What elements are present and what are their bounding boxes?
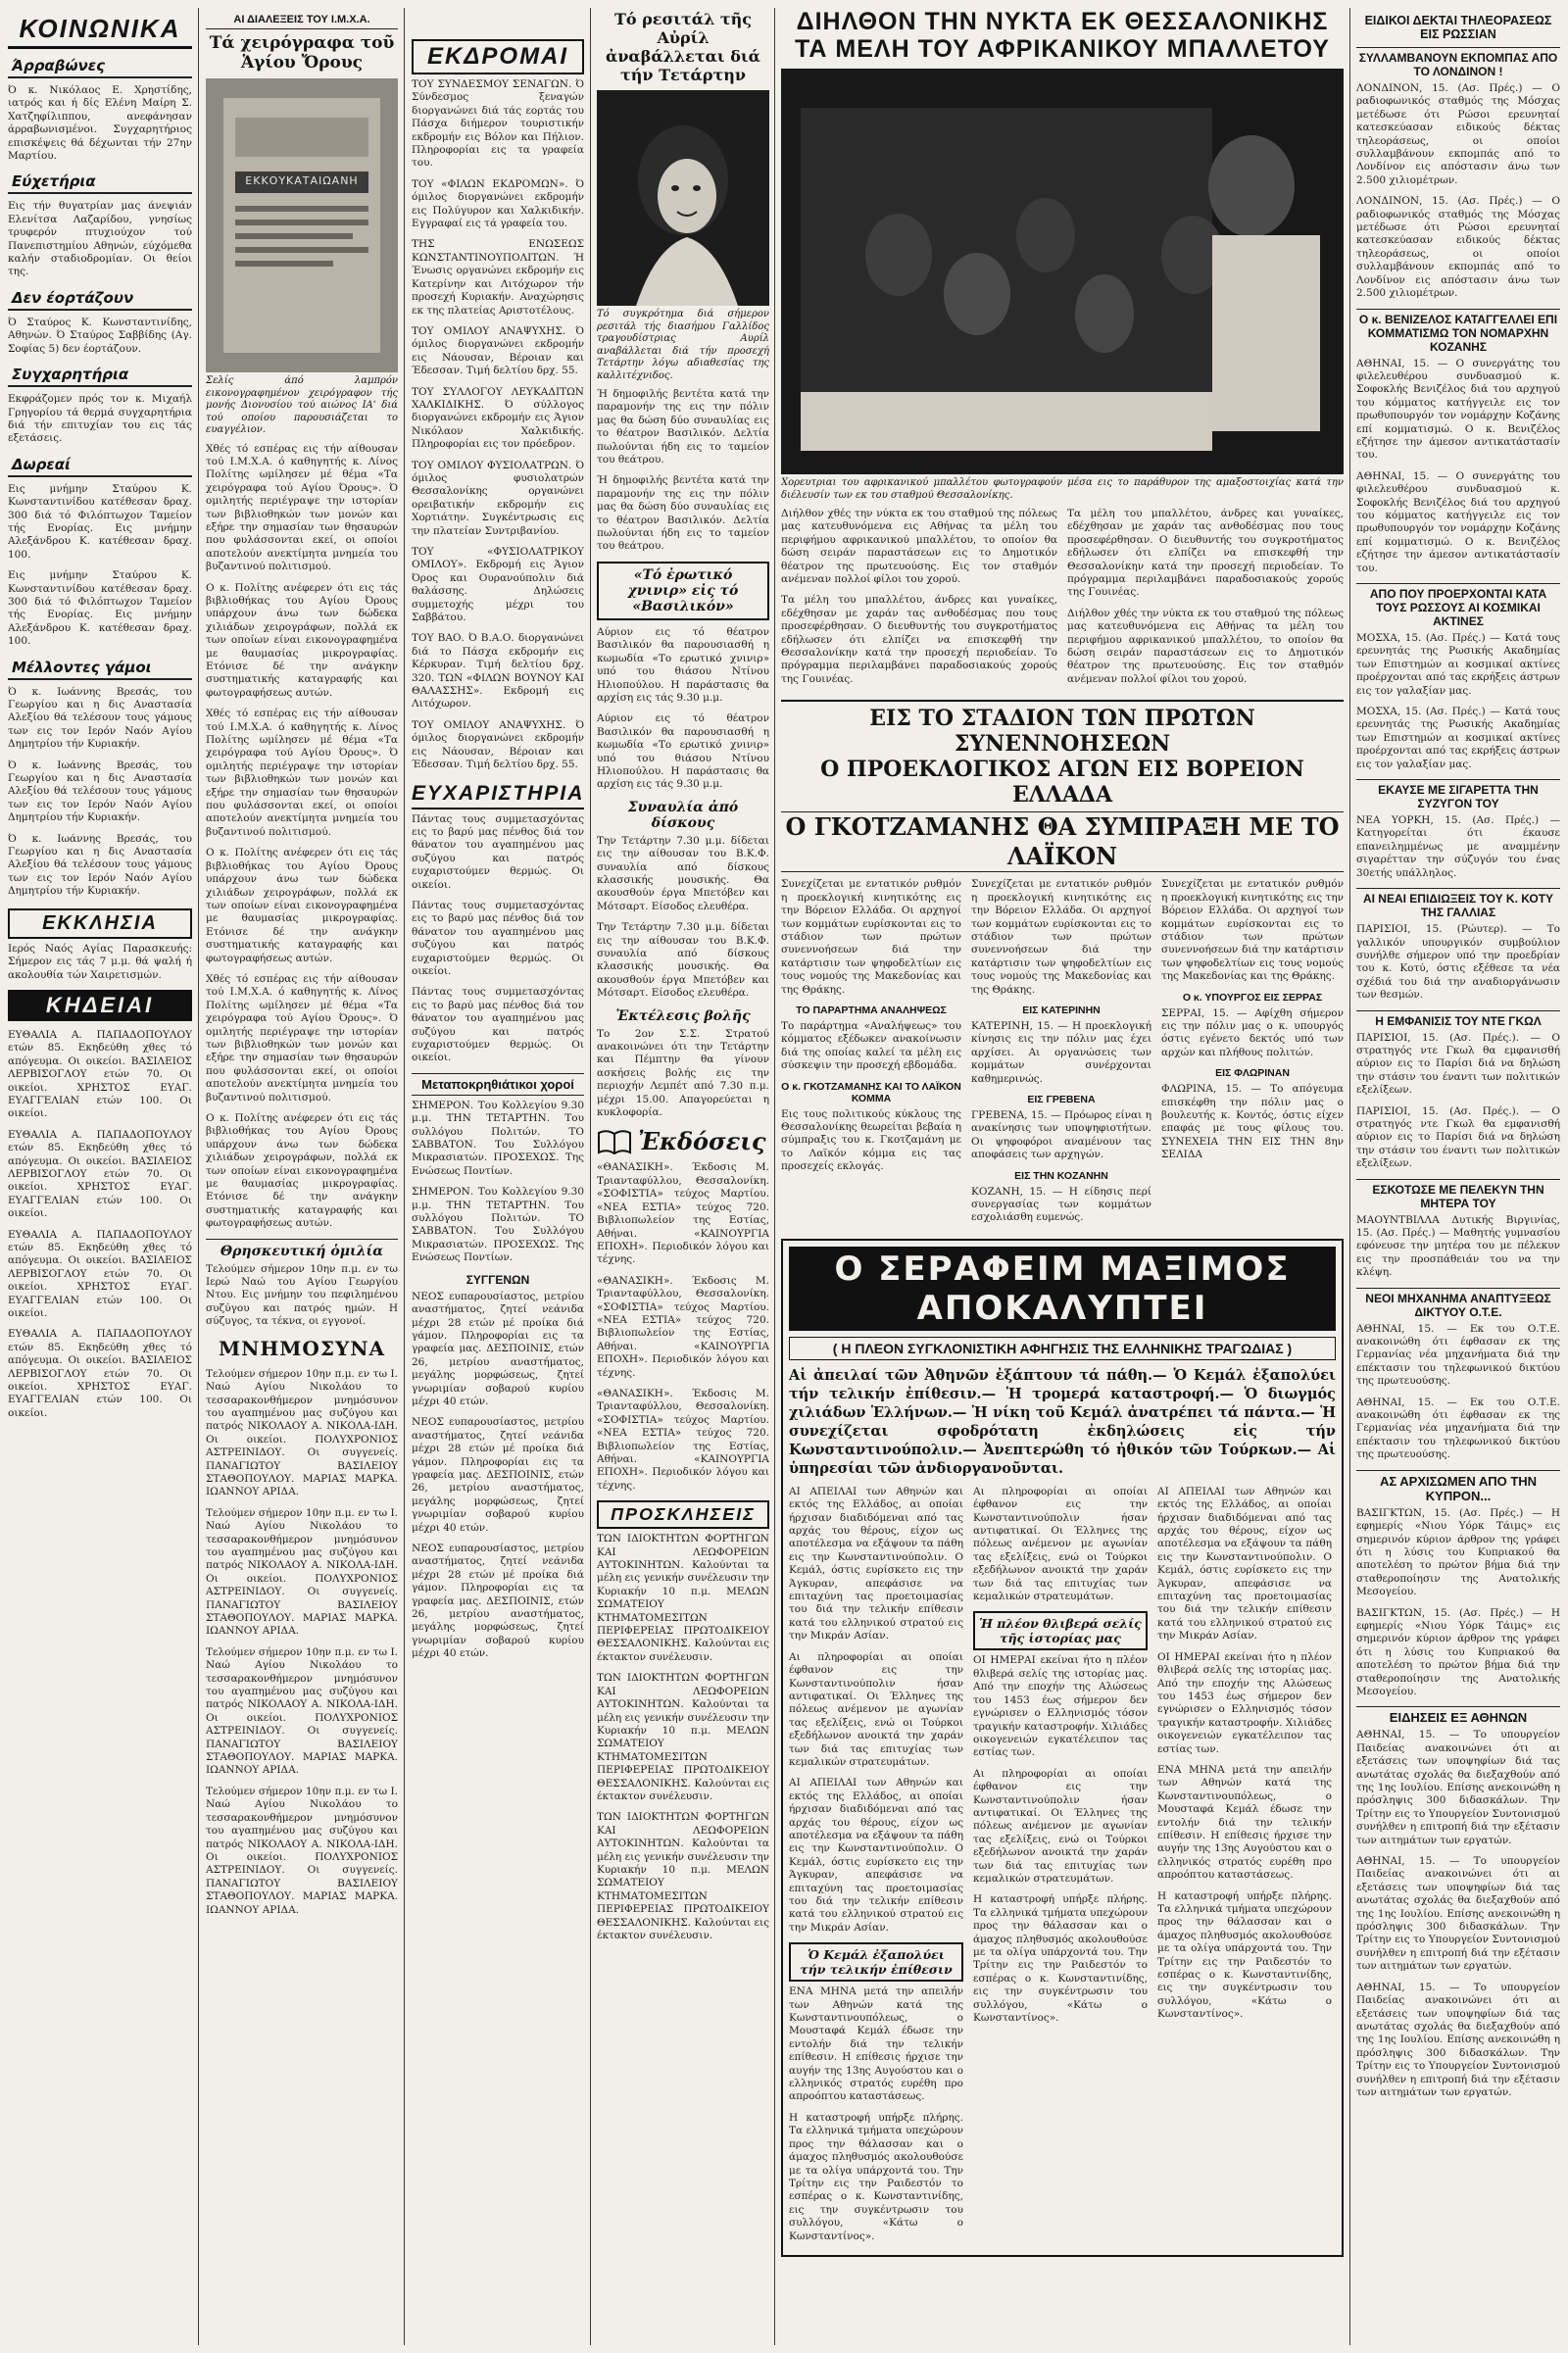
relations-heading: ΣΥΓΓΕΝΩΝ [466,1272,530,1287]
gotz-heading: Ο κ. ΓΚΟΤΖΑΜΑΝΗΣ ΚΑΙ ΤΟ ΛΑΪΚΟΝ ΚΟΜΜΑ [781,1080,961,1104]
section-upcoming-weddings: Μέλλοντες γάμοι [8,657,192,680]
cosmic-text: ΜΟΣΧΑ, 15. (Ασ. Πρές.) — Κατά τους ερευνητάς της Ρωσικής Ακαδημίας των Επιστημών αι κοσμικαί ακτίνες προέρχονται από τας εκρήξεις άστρων εις τον γαλαξίαν μας. [1356,632,1560,697]
ballet-body-right [1067,508,1344,694]
axe-text: ΜΑΟΥΝΤΒΙΛΛΑ Δυτικής Βιργινίας, 15. (Ασ. Πρές.) — Μαθητής γυμνασίου εφόνευσε την μητέρα του με πέλεκυν εις την προσπάθειάν του να την κλέψη. [1356,1213,1560,1279]
seraphim-text-7: ΕΝΑ ΜΗΝΑ μετά την απειλήν των Αθηνών κατά της Κωνσταντινουπόλεως, ο Μουσταφά Κεμάλ έδωσε την εντολήν διά την τελικήν επίθεσιν. Η επίθεσις ήρχισε την αυγήν της 13ης Αυγούστου και ο ελληνικός στρατός ευρέθη προ απροόπτου καταστάσεως. [1157,1763,1332,1882]
florina-text: ΦΛΩΡΙΝΑ, 15. — Το απόγευμα επισκέφθη την πόλιν μας ο βουλευτής κ. Κοντός, όστις είχεν επαφάς με τους φίλους του. ΣΥΝΕΧΕΙΑ ΤΗΝ ΕΙΣ ΤΗΝ 8ην ΣΕΛΙΔΑ [1161,1083,1344,1161]
column-excursions [412,8,584,2345]
kemal-heading: Ὁ Κεμάλ ἐξαπολύει τήν τελικήν ἐπίθεσιν [789,1942,963,1982]
seraphim-text-4: Αι πληροφορίαι αι οποίαι έφθανον εις την Κωνσταντινούπολιν ήσαν αντιφατικαί. Οι Έλληνες της πόλεως ανέμενον με αγωνίαν τας εξελίξεις, ενώ οι Τούρκοι εξεδήλωνον ανοικτά την χαράν των διά τας επιτυχίας των κεμαλικών στρατευμάτων. [973,1485,1148,1603]
seraphim-col-2 [973,1486,1148,2251]
donations-text: Εις μνήμην Σταύρου Κ. Κωνσταντινίδου κατέθεσαν δραχ. 300 διά τό Φιλόπτωχον Ταμείον τής Ενορίας. Εις μνήμην Αλεξάνδρου Κ. κατέθεσαν δραχ. 100. [8,482,192,561]
section-engagements: Άρραβώνες [8,55,192,78]
church-text: Ιερός Ναός Αγίας Παρασκευής: Σήμερον εις τάς 7 μ.μ. θά ψαλή ή ακολουθία τών Χαιρετισμών. [8,942,192,981]
column-social [8,8,192,2345]
column-wire-news [1356,8,1560,2345]
tv-text: ΛΟΝΔΙΝΟΝ, 15. (Ασ. Πρές.) — Ο ραδιοφωνικός σταθμός της Μόσχας μετέδωσε ότι Ρώσοι ερευνηταί κατεσκεύασαν ειδικούς δέκτας τηλεοράσεως, οι οποίοι συλλαμβάνουν εκπομπάς από το Λονδίνον εις απόστασιν άνω των 2.500 χιλιομέτρων. [1356,82,1560,186]
serres-text: ΣΕΡΡΑΙ, 15. — Αφίχθη σήμερον εις την πόλιν μας ο κ. υπουργός όστις εγένετο δεκτός υπό των αρχών και πλήθους πολιτών. [1161,1006,1344,1058]
weddings-text-3: Ό κ. Ιωάννης Βρεσάς, του Γεωργίου και η δις Αναστασία Αλεξίου θά τελέσουν τους γάμους των εις τον Ιερόν Ναόν Αγίου Δημητρίου τήν Κυριακήν. [8,832,192,898]
seraphim-text-3: ΑΙ ΑΠΕΙΛΑΙ των Αθηνών και εκτός της Ελλάδος, αι οποίαι ήρχισαν διαδιδόμεναι από τας αρχάς του θέρους, είχον ως αποτέλεσμα να εξάψουν τα πάθη εις την Κωνσταντινούπολιν. Ο Κεμάλ, όστις ευρίσκετο εις την Άγκυραν, απεφάσισε να επιταχύνη τας προετοιμασίας του διά την τελικήν επίθεσιν κατά του ελληνικού στρατού εις την Μικράν Ασίαν. [789,1777,963,1934]
column-lectures [206,8,398,2345]
cyprus-text: ΒΑΣΙΓΚΤΩΝ, 15. (Ασ. Πρές.) — Η εφημερίς «Νιου Υόρκ Τάιμς» εις σημερινόν κύριον άρθρον της γράφει ότι η λύσις του Κυπριακού θα αποτελέση το πρώτον βήμα διά την σταθεροποίησιν της Ανατολικής Μεσογείου. [1356,1506,1560,1598]
seraphim-col-1 [789,1486,963,2251]
invitations-header: ΠΡΟΣΚΛΗΣΕΙΣ [597,1500,769,1529]
lecture-text-5: Χθές τό εσπέρας εις τήν αίθουσαν τού Ι.Μ.Χ.Α. ό καθηγητής κ. Λίνος Πολίτης ωμίλησεν μέ θέμα «Τα χειρόγραφα τού Αγίου Όρους». Ό ομιλητής περιέγραψε την ιστορίαν των βιβλιοθηκών των μονών και εξήρε την σημασίαν των θησαυρών που φυλάσσονται εκεί, οι οποίοι αποτελούν ανεκτίμητα μνημεία του βυζαντινού πολιτισμού. [206,972,398,1103]
sad-page-text-2: Αι πληροφορίαι αι οποίαι έφθανον εις την Κωνσταντινούπολιν ήσαν αντιφατικαί. Οι Έλληνες της πόλεως ανέμενον με αγωνίαν τας εξελίξεις, ενώ οι Τούρκοι εξεδήλωνον ανοικτά την χαράν των διά τας επιτυχίας των κεμαλικών στρατευμάτων. [973,1767,1148,1885]
kemal-text-2: Η καταστροφή υπήρξε πλήρης. Τα ελληνικά τμήματα υπεχώρουν προς την θάλασσαν και ο άμαχος πληθυσμός ακολουθούσε με τα ολίγα υπάρχοντά του. Την Τρίτην εις την Ραιδεστόν το εσπέρας ο κ. Κωνσταντινίδης, εις την συγκέντρωσιν του συλλόγου, «Κάτω ο Κωνσταντίνος». [789,2111,963,2242]
lecture-text: Χθές τό εσπέρας εις τήν αίθουσαν τού Ι.Μ.Χ.Α. ό καθηγητής κ. Λίνος Πολίτης ωμίλησεν μέ θέμα «Τα χειρόγραφα τού Αγίου Όρους». Ό ομιλητής περιέγραψε την ιστορίαν των βιβλιοθηκών των μονών και εξήρε την σημασίαν των θησαυρών που φυλάσσονται εκεί, οι οποίοι αποτελούν ανεκτίμητα μνημεία του βυζαντινού πολιτισμού. [206,442,398,573]
column-rule [1349,8,1350,2345]
excursion-text-7: ΤΟΥ «ΦΥΣΙΟΛΑΤΡΙΚΟΥ ΟΜΙΛΟΥ». Εκδρομή εις Άγιον Όρος και Ουρανούπολιν διά θαλάσσης. Δηλώσεις συμμετοχής μέχρι του Σαββάτου. [412,546,584,624]
train-window-icon [781,69,1344,474]
erotic-play-text: Αύριον εις τό θέατρον Βασιλικόν θα παρουσιασθή η κωμωδία «Το ερωτικό χνινιρ» υπό του θιάσου Ντίνου Ηλιοπούλου. Η παράστασις θα αρχίση εις τάς 9.30 μ.μ. [597,625,769,704]
singer-portrait-icon [597,90,769,306]
column-rule [404,8,405,2345]
seraphim-text-6: ΟΙ ΗΜΕΡΑΙ εκείναι ήτο η πλέον θλιβερά σελίς της ιστορίας μας. Από την εποχήν της Αλώσεως του 1453 έως σήμερον δεν εγνώρισεν ο Ελληνισμός τόσον τραγικήν καταστροφήν. Χιλιάδες οικογενειών εγκατέλειπον τας εστίας των. [1157,1650,1332,1755]
section-donations: Δωρεαί [8,454,192,477]
degaulle-headline: Η ΕΜΦΑΝΙΣΙΣ ΤΟΥ ΝΤΕ ΓΚΩΛ [1356,1010,1560,1028]
recital-title: Τό ρεσιτάλ τῆς Αὐρίλ ἀναβάλλεται διά τήν Τετάρτην [606,10,760,84]
election-text: Συνεχίζεται με εντατικόν ρυθμόν η προεκλογική κινητικότης εις την Βόρειον Ελλάδα. Οι αρχηγοί των κομμάτων ευρίσκονται εις το στάδιον των πρώτων συνεννοήσεων διά την κατάρτισιν των ψηφοδελτίων εις τους νομούς της Μακεδονίας και της Θράκης. [781,878,961,996]
ballet-headline-1: ΔΙΗΛΘΟΝ ΤΗΝ ΝΥΚΤΑ ΕΚ ΘΕΣΣΑΛΟΝΙΚΗΣ [796,8,1329,35]
funerals-header: ΚΗΔΕΙΑΙ [8,990,192,1021]
excursion-text-4: ΤΟΥ ΟΜΙΛΟΥ ΑΝΑΨΥΧΗΣ. Ό όμιλος διοργανώνει εκδρομήν εις Νάουσαν, Βέροιαν και Έδεσσαν. Τιμή δελτίου δρχ. 55. [412,324,584,377]
cyprus-text-2: ΒΑΣΙΓΚΤΩΝ, 15. (Ασ. Πρές.) — Η εφημερίς «Νιου Υόρκ Τάιμς» εις σημερινόν κύριον άρθρον της γράφει ότι η λύσις του Κυπριακού θα αποτελέση το πρώτον βήμα διά την σταθεροποίησιν της Ανατολικής Μεσογείου. [1356,1606,1560,1697]
excursion-text-9: ΤΟΥ ΟΜΙΛΟΥ ΑΝΑΨΥΧΗΣ. Ό όμιλος διοργανώνει εκδρομήν εις Νάουσαν, Βέροιαν και Έδεσσαν. Τιμή δελτίου δρχ. 55. [412,718,584,771]
lecture-text-2: Ο κ. Πολίτης ανέφερεν ότι εις τάς βιβλιοθήκας του Αγίου Όρους υπάρχουν άνω των δώδεκα χιλιάδων χειρογράφων, πολλά εκ των οποίων είναι εικονογραφημένα με θαυμασίας μικρογραφίας. Ετόνισε δέ την ανάγκην συστηματικής καταγραφής και φωτογραφήσεως αυτών. [206,581,398,699]
venizelos-text-2: ΑΘΗΝΑΙ, 15. — Ο συνεργάτης του φιλελευθέρου συνδυασμού κ. Σοφοκλής Βενιζέλος διά του αρχηγού του κόμματος κατήγγειλε εις τον πρωθυπουργόν τον νομάρχην Κοζάνης επί κομματισμώ. Ο κ. Βενιζέλος εζήτησε την άμεσον αντικατάστασίν του. [1356,469,1560,574]
dances-text: ΣΗΜΕΡΟΝ. Του Κολλεγίου 9.30 μ.μ. ΤΗΝ ΤΕΤΑΡΤΗΝ. Του συλλόγου Πολιτών. ΤΟ ΣΑΒΒΑΤΟΝ. Του Συλλόγου Μικρασιατών. ΠΡΟΣΕΧΩΣ. Της Ενώσεως Ποντίων. [412,1099,584,1177]
florina-heading: ΕΙΣ ΦΛΩΡΙΝΑΝ [1215,1067,1290,1080]
ote-text: ΑΘΗΝΑΙ, 15. — Εκ του Ο.Τ.Ε. ανακοινώθη ότι έφθασαν εκ της Γερμανίας νέα μηχανήματα διά την επέκτασιν του τηλεφωνικού δικτύου της πρωτευούσης. [1356,1322,1560,1388]
relations-text-3: ΝΕΟΣ ευπαρουσίαστος, μετρίου αναστήματος, ζητεί νεάνιδα μέχρι 28 ετών μέ προίκα διά γάμον. Πληροφορίαι εις τα γραφεία μας. ΔΕΣΠΟΙΝΙΣ, ετών 26, μετρίου αναστήματος, μεγάλης μορφώσεως, ζητεί γνωριμίαν σοβαρού κυρίου μέχρι 40 ετών. [412,1543,584,1660]
seraphim-text-5: ΑΙ ΑΠΕΙΛΑΙ των Αθηνών και εκτός της Ελλάδος, αι οποίαι ήρχισαν διαδιδόμεναι από τας αρχάς του θέρους, είχον ως αποτέλεσμα να εξάψουν τα πάθη εις την Κωνσταντινούπολιν. Ο Κεμάλ, όστις ευρίσκετο εις την Άγκυραν, απεφάσισε να επιταχύνη τας προετοιμασίας του διά την τελικήν επίθεσιν κατά του ελληνικού στρατού εις την Μικράν Ασίαν. [1157,1485,1332,1642]
memorials-text-4: Τελούμεν σήμερον 10ην π.μ. εν τω Ι. Ναώ Αγίου Νικολάου το τεσσαρακονθήμερον μνημόσυνον του αγαπημένου μας συζύγου και πατρός ΝΙΚΟΛΑΟΥ Α. ΝΙΚΟΛΑ-ΙΔΗ. Οι οικείοι. ΠΟΛΥΧΡΟΝΙΟΣ ΑΣΤΡΕΙΝΙΔΟΥ. Οι συγγενείς. ΠΑΝΑΓΙΩΤΟΥ ΒΑΣΙΛΕΙΟΥ ΣΤΑΘΟΠΟΥΛΟΥ. ΜΑΡΙΑΣ ΜΑΡΚΑ. ΙΩΑΝΝΟΥ ΑΡΙΔΑ. [206,1785,398,1916]
dances-heading: Μεταποκρηθιάτικοι χοροί [412,1073,584,1096]
degaulle-text: ΠΑΡΙΣΙΟΙ, 15. (Ασ. Πρές.). — Ο στρατηγός ντε Γκωλ θα εμφανισθή αύριον εις το Παρίσι διά να δηλώση την στάσιν του έναντι των πολιτικών εξελίξεων. [1356,1031,1560,1097]
ballet-photo [781,69,1344,474]
singer-photo [597,90,769,306]
degaulle-text-2: ΠΑΡΙΣΙΟΙ, 15. (Ασ. Πρές.). — Ο στρατηγός ντε Γκωλ θα εμφανισθή αύριον εις το Παρίσι διά να δηλώση την στάσιν του έναντι των πολιτικών εξελίξεων. [1356,1104,1560,1170]
cyprus-headline: ΑΣ ΑΡΧΙΣΩΜΕΝ ΑΠΟ ΤΗΝ ΚΥΠΡΟΝ... [1356,1470,1560,1503]
manuscript-photo [206,78,398,372]
social-header: ΚΟΙΝΩΝΙΚΑ [8,12,192,49]
sad-page-heading: Ἡ πλέον θλιβερά σελίς τῆς ἱστορίας μας [973,1611,1148,1650]
thanks-header: ΕΥΧΑΡΙΣΤΗΡΙΑ [412,780,584,809]
election-body [781,878,1344,1233]
gotz-text: Εις τους πολιτικούς κύκλους της Θεσσαλονίκης θεωρείται βεβαία η σύμπραξις του κ. Γκοτζαμάνη με το Λαϊκόν κόμμα εις τας προσεχείς εκλογάς. [781,1107,961,1173]
engagements-text: Ό κ. Νικόλαος Ε. Χρηστίδης, ιατρός και ή δίς Ελένη Μαίρη Σ. Χατζηφίλιππου, ανεφάνησαν άρραβωνισμένοι. Συγχαρητήριος επισκέψεις θά δέχωνται τήν 27ην Μαρτίου. [8,84,192,163]
funerals-text-3: ΕΥΘΑΛΙΑ Α. ΠΑΠΑΔΟΠΟΥΛΟΥ ετών 85. Εκηδεύθη χθες τό απόγευμα. Οι οικείοι. ΒΑΣΙΛΕΙΟΣ ΛΕΡΒΙΣΟΓΛΟΥ ετών 70. Οι οικείοι. ΧΡΗΣΤΟΣ ΕΥΑΓ. ΕΥΑΓΓΕΛΙΑΝ ετών 100. Οι οικείοι. [8,1228,192,1320]
katerini-heading: ΕΙΣ ΚΑΤΕΡΙΝΗΝ [1022,1004,1101,1016]
firing-text: Το 2ον Σ.Σ. Στρατού ανακοινώνει ότι την Τετάρτην και Πέμπτην θα γίνουν ασκήσεις βολής εις την περιοχήν Λεμπέτ από 7.30 π.μ. μέχρι 15.00. Απαγορεύεται η κυκλοφορία. [597,1027,769,1119]
kozani-heading: ΕΙΣ ΤΗΝ ΚΟΖΑΝΗΝ [1014,1169,1108,1182]
church-header: ΕΚΚΛΗΣΙΑ [8,908,192,939]
cigarette-text: ΝΕΑ ΥΟΡΚΗ, 15. (Ασ. Πρές.) — Κατηγορείται ότι έκαυσε επανειλημμένως με αναμμένην σιγαρέτταν την σύζυγόν του ένας 30ετής υπάλληλος. [1356,814,1560,879]
memorials-text: Τελούμεν σήμερον 10ην π.μ. εν τω Ι. Ναώ Αγίου Νικολάου το τεσσαρακονθήμερον μνημόσυνον του αγαπημένου μας συζύγου και πατρός ΝΙΚΟΛΑΟΥ Α. ΝΙΚΟΛΑ-ΙΔΗ. Οι οικείοι. ΠΟΛΥΧΡΟΝΙΟΣ ΑΣΤΡΕΙΝΙΔΟΥ. Οι συγγενείς. ΠΑΝΑΓΙΩΤΟΥ ΒΑΣΙΛΕΙΟΥ ΣΤΑΘΟΠΟΥΛΟΥ. ΜΑΡΙΑΣ ΜΑΡΚΑ. ΙΩΑΝΝΟΥ ΑΡΙΔΑ. [206,1367,398,1498]
publications-text: «ΘΑΝΑΣΙΚΗ». Έκδοσις Μ. Τριανταφύλλου, Θεσσαλονίκη. «ΣΟΦΙΣΤΙΑ» τεύχος Μαρτίου. «ΝΕΑ ΕΣΤΙΑ» τεύχος 720. Βιβλιοπωλείον της Εστίας, Αθήναι. «ΚΑΙΝΟΥΡΓΙΑ ΕΠΟΧΗ». Περιοδικόν λόγου και τέχνης. [597,1161,769,1266]
coty-text: ΠΑΡΙΣΙΟΙ, 15. (Ρώυτερ). — Το γαλλικόν υπουργικόν συμβούλιον συνήλθε σήμερον υπό την προεδρίαν του κ. Κοτύ, όστις εξέθεσε τα νέα σχέδιά του διά την αναδιοργάνωσιν των θεσμών. [1356,923,1560,1002]
election-col-3 [1161,878,1344,1233]
excursion-text-1: ΤΟΥ ΣΥΝΔΕΣΜΟΥ ΣΕΝΑΓΩΝ. Ό Σύνδεσμος ξεναγών διοργανώνει διά τάς εορτάς του Πάσχα διήμερον τουριστικήν εκδρομήν εις Βόλον και Πήλιον. Πληροφορίαι εις τα γραφεία του. [412,78,584,170]
religious-talk-heading: Θρησκευτική ὁμιλία [206,1239,398,1259]
thanks-text-2: Πάντας τους συμμετασχόντας εις το βαρύ μας πένθος διά τον θάνατον του αγαπημένου μας συζύγου και πατρός ευχαριστούμεν θερμώς. Οι οικείοι. [412,899,584,977]
axe-headline: ΕΣΚΟΤΩΣΕ ΜΕ ΠΕΛΕΚΥΝ ΤΗΝ ΜΗΤΕΡΑ ΤΟΥ [1356,1179,1560,1210]
seraphim-col-3 [1157,1486,1332,2251]
no-celebration-text: Ό Σταύρος Κ. Κωνσταντινίδης, Αθηνών. Ό Σταύρος Σαββίδης (Αγ. Σοφίας 5) δεν έορτάζουν. [8,316,192,355]
serres-heading: Ο κ. ΥΠΟΥΡΓΟΣ ΕΙΣ ΣΕΡΡΑΣ [1182,991,1323,1004]
ballet-headline-2: ΤΑ ΜΕΛΗ ΤΟΥ ΑΦΡΙΚΑΝΙΚΟΥ ΜΠΑΛΛΕΤΟΥ [795,35,1330,63]
manuscript-label: ΕΚΚΟΥΚΑΤΑΙΩΑΝΗ [245,174,359,187]
annex-heading: ΤΟ ΠΑΡΑΡΤΗΜΑ ΑΝΑΛΗΨΕΩΣ [796,1004,947,1016]
seraphim-headline: Ο ΣΕΡΑΦΕΙΜ ΜΑΞΙΜΟΣ ΑΠΟΚΑΛΥΠΤΕΙ [789,1247,1336,1331]
erotic-play-heading: «Τό ἐρωτικό χνινιρ» εἰς τό «Βασιλικόν» [597,562,769,620]
column-rule [198,8,199,2345]
election-col-1 [781,878,961,1233]
wishes-text: Εις τήν θυγατρίαν μας άνεψιάν Ελενίτσα Λαζαρίδου, γνησίως τρυφερόν πτυχιούχον τού Πανεπιστημίου Αθηνών, εύχόμεθα καλήν σταδιοδρομίαν. Οι θείοι της. [8,200,192,278]
excursion-text-2: ΤΟΥ «ΦΙΛΩΝ ΕΚΔΡΟΜΩΝ». Ό όμιλος διοργανώνει εκδρομήν εις Πολύγυρον και Χαλκιδικήν. Εγγραφαί εις τά γραφεία του. [412,177,584,230]
seraphim-text: ΑΙ ΑΠΕΙΛΑΙ των Αθηνών και εκτός της Ελλάδος, αι οποίαι ήρχισαν διαδιδόμεναι από τας αρχάς του θέρους, είχον ως αποτέλεσμα να εξάψουν τα πάθη εις την Κωνσταντινούπολιν. Ο Κεμάλ, όστις ευρίσκετο εις την Άγκυραν, απεφάσισε να επιταχύνη τας προετοιμασίας του διά την τελικήν επίθεσιν κατά του ελληνικού στρατού εις την Μικράν Ασίαν. [789,1485,963,1642]
ballet-body-left [781,508,1057,694]
excursions-header: ΕΚΔΡΟΜΑΙ [412,39,584,74]
funerals-text-4: ΕΥΘΑΛΙΑ Α. ΠΑΠΑΔΟΠΟΥΛΟΥ ετών 85. Εκηδεύθη χθες τό απόγευμα. Οι οικείοι. ΒΑΣΙΛΕΙΟΣ ΛΕΡΒΙΣΟΓΛΟΥ ετών 70. Οι οικείοι. ΧΡΗΣΤΟΣ ΕΥΑΓ. ΕΥΑΓΓΕΛΙΑΝ ετών 100. Οι οικείοι. [8,1328,192,1419]
column-center [781,8,1344,2345]
ballet-text-3: Τα μέλη του μπαλλέτου, άνδρες και γυναίκες, εδέχθησαν με χαράν τας ανθοδέσμας που τους προσεφέρθησαν. Ο διευθυντής του συγκροτήματος εδήλωσεν ότι ελπίζει να επισκεφθή την Θεσσαλονίκην κατά την προσεχή περιοδείαν. Το πρόγραμμα περιλαμβάνει παραδοσιακούς χορούς της Γουινέας. [1067,508,1344,599]
athens-news-text: ΑΘΗΝΑΙ, 15. — Το υπουργείον Παιδείας ανακοινώνει ότι αι εξετάσεις των υποψηφίων διά τας ανωτάτας σχολάς θα διεξαχθούν από της 1ης Ιουλίου. Επίσης ανεκοινώθη η πρόσληψις 300 διδασκάλων. Την Τρίτην εις το Υπουργείον Συντονισμού συνήλθεν η επιτροπή διά την εξέτασιν των αιτημάτων των εργατών. [1356,1729,1560,1846]
ballet-text: Διήλθον χθές την νύκτα εκ του σταθμού της πόλεως μας κατευθυνόμενα εις Αθήνας τα μέλη του περιφήμου αφρικανικού μπαλλέτου, το οποίον θα δώση σειράν παραστάσεων εις το Δημοτικόν θέατρον της πρωτευούσης. Εις τον σταθμόν ανέμεναν πολλοί φίλοι του χορού. [781,508,1057,586]
seraphim-block [781,1239,1344,2257]
election-block [781,700,1344,1233]
election-col-2 [971,878,1152,1233]
manuscript-caption: Σελίς άπό λαμπρόν εικονογραφημένον χειρόγραφον τής μονής Διονυσίου τού αιώνος ΙΑ' διά τού οποίου παρουσιάζεται το ευαγγέλιον. [206,375,398,435]
ote-text-2: ΑΘΗΝΑΙ, 15. — Εκ του Ο.Τ.Ε. ανακοινώθη ότι έφθασαν εκ της Γερμανίας νέα μηχανήματα διά την επέκτασιν του τηλεφωνικού δικτύου της πρωτευούσης. [1356,1396,1560,1461]
publications-title: Ἐκδόσεις [638,1127,766,1156]
cosmic-headline: ΑΠΟ ΠΟΥ ΠΡΟΕΡΧΟΝΤΑΙ ΚΑΤΑ ΤΟΥΣ ΡΩΣΣΟΥΣ ΑΙ ΚΟΣΜΙΚΑΙ ΑΚΤΙΝΕΣ [1356,583,1560,628]
memorials-header: ΜΝΗΜΟΣΥΝΑ [218,1336,386,1360]
relations-text: ΝΕΟΣ ευπαρουσίαστος, μετρίου αναστήματος, ζητεί νεάνιδα μέχρι 28 ετών μέ προίκα διά γάμον. Πληροφορίαι εις τα γραφεία μας. ΔΕΣΠΟΙΝΙΣ, ετών 26, μετρίου αναστήματος, μεγάλης μορφώσεως, ζητεί γνωριμίαν σοβαρού κυρίου μέχρι 40 ετών. [412,1290,584,1407]
election-text-3: Συνεχίζεται με εντατικόν ρυθμόν η προεκλογική κινητικότης εις την Βόρειον Ελλάδα. Οι αρχηγοί των κομμάτων ευρίσκονται εις το στάδιον των πρώτων συνεννοήσεων διά την κατάρτισιν των ψηφοδελτίων εις τους νομούς της Μακεδονίας και της Θράκης. [1161,878,1344,983]
concert-heading: Συναυλία ἀπό δίσκους [627,799,739,831]
dances-text-2: ΣΗΜΕΡΟΝ. Του Κολλεγίου 9.30 μ.μ. ΤΗΝ ΤΕΤΑΡΤΗΝ. Του συλλόγου Πολιτών. ΤΟ ΣΑΒΒΑΤΟΝ. Του Συλλόγου Μικρασιατών. ΠΡΟΣΕΧΩΣ. Της Ενώσεως Ποντίων. [412,1186,584,1264]
tv-text-2: ΛΟΝΔΙΝΟΝ, 15. (Ασ. Πρές.) — Ο ραδιοφωνικός σταθμός της Μόσχας μετέδωσε ότι Ρώσοι ερευνηταί κατεσκεύασαν ειδικούς δέκτας τηλεοράσεως, οι οποίοι συλλαμβάνουν εκπομπάς από το Λονδίνον εις απόστασιν άνω των 2.500 χιλιομέτρων. [1356,195,1560,300]
publications-text-2: «ΘΑΝΑΣΙΚΗ». Έκδοσις Μ. Τριανταφύλλου, Θεσσαλονίκη. «ΣΟΦΙΣΤΙΑ» τεύχος Μαρτίου. «ΝΕΑ ΕΣΤΙΑ» τεύχος 720. Βιβλιοπωλείον της Εστίας, Αθήναι. «ΚΑΙΝΟΥΡΓΙΑ ΕΠΟΧΗ». Περιοδικόν λόγου και τέχνης. [597,1274,769,1379]
cosmic-text-2: ΜΟΣΧΑ, 15. (Ασ. Πρές.) — Κατά τους ερευνητάς της Ρωσικής Ακαδημίας των Επιστημών αι κοσμικαί ακτίνες προέρχονται από τας εκρήξεις άστρων εις τον γαλαξίαν μας. [1356,706,1560,770]
funerals-text-2: ΕΥΘΑΛΙΑ Α. ΠΑΠΑΔΟΠΟΥΛΟΥ ετών 85. Εκηδεύθη χθες τό απόγευμα. Οι οικείοι. ΒΑΣΙΛΕΙΟΣ ΛΕΡΒΙΣΟΓΛΟΥ ετών 70. Οι οικείοι. ΧΡΗΣΤΟΣ ΕΥΑΓ. ΕΥΑΓΓΕΛΙΑΝ ετών 100. Οι οικείοι. [8,1128,192,1220]
sad-page-text: ΟΙ ΗΜΕΡΑΙ εκείναι ήτο η πλέον θλιβερά σελίς της ιστορίας μας. Από την εποχήν της Αλώσεως του 1453 έως σήμερον δεν εγνώρισεν ο Ελληνισμός τόσον τραγικήν καταστροφήν. Χιλιάδες οικογενειών εγκατέλειπον τας εστίας των. [973,1654,1148,1759]
tv-headline: ΕΙΔΙΚΟΙ ΔΕΚΤΑΙ ΤΗΛΕΟΡΑΣΕΩΣ ΕΙΣ ΡΩΣΣΙΑΝ [1364,14,1552,41]
column-rule [590,8,591,2345]
election-headline-3: Ο ΓΚΟΤΖΑΜΑΝΗΣ ΘΑ ΣΥΜΠΡΑΞΗ ΜΕ ΤΟ ΛΑΪΚΟΝ [781,811,1344,872]
ballet-text-2: Τα μέλη του μπαλλέτου, άνδρες και γυναίκες, εδέχθησαν με χαράν τας ανθοδέσμας που τους προσεφέρθησαν. Ο διευθυντής του συγκροτήματος εδήλωσεν ότι ελπίζει να επισκεφθή την Θεσσαλονίκην κατά την προσεχή περιοδείαν. Το πρόγραμμα περιλαμβάνει παραδοσιακούς χορούς της Γουινέας. [781,594,1057,685]
donations-text-2: Εις μνήμην Σταύρου Κ. Κωνσταντινίδου κατέθεσαν δραχ. 300 διά τό Φιλόπτωχον Ταμείον τής Ενορίας. Εις μνήμην Αλεξάνδρου Κ. κατέθεσαν δραχ. 100. [8,569,192,648]
funerals-text: ΕΥΘΑΛΙΑ Α. ΠΑΠΑΔΟΠΟΥΛΟΥ ετών 85. Εκηδεύθη χθες τό απόγευμα. Οι οικείοι. ΒΑΣΙΛΕΙΟΣ ΛΕΡΒΙΣΟΓΛΟΥ ετών 70. Οι οικείοι. ΧΡΗΣΤΟΣ ΕΥΑΓ. ΕΥΑΓΓΕΛΙΑΝ ετών 100. Οι οικείοι. [8,1028,192,1120]
grevena-heading: ΕΙΣ ΓΡΕΒΕΝΑ [1027,1093,1096,1105]
thanks-text-3: Πάντας τους συμμετασχόντας εις το βαρύ μας πένθος διά τον θάνατον του αγαπημένου μας συζύγου και πατρός ευχαριστούμεν θερμώς. Οι οικείοι. [412,986,584,1064]
tv-subheadline: ΣΥΛΛΑΜΒΑΝΟΥΝ ΕΚΠΟΜΠΑΣ ΑΠΟ ΤΟ ΛΟΝΔΙΝΟΝ ! [1356,47,1560,78]
excursion-text-5: ΤΟΥ ΣΥΛΛΟΓΟΥ ΛΕΥΚΑΔΙΤΩΝ ΧΑΛΚΙΔΙΚΗΣ. Ό σύλλογος διοργανώνει εκδρομήν εις Άγιον Νικόλαον Χαλκιδικής. Πληροφορίαι εις τον πρόεδρον. [412,385,584,451]
annex-text: Το παράρτημα «Αναλήψεως» του κόμματος εξέδωκεν ανακοίνωσιν διά της οποίας καλεί τα μέλη εις σύσκεψιν την προσεχή εβδομάδα. [781,1019,961,1072]
section-no-celebration: Δεν έορτάζουν [8,287,192,311]
concert-text-2: Την Τετάρτην 7.30 μ.μ. δίδεται εις την αίθουσαν του Β.Κ.Φ. συναυλία από δίσκους κλασσικής μουσικής. Θα ακουσθούν έργα Μπετόβεν και Μότσαρτ. Είσοδος ελευθέρα. [597,921,769,1000]
excursion-text-8: ΤΟΥ ΒΑΟ. Ό Β.Α.Ο. διοργανώνει διά το Πάσχα εκδρομήν εις Κέρκυραν. Τιμή δελτίου δρχ. 320. ΤΩΝ «ΦΙΛΩΝ ΒΟΥΝΟΥ ΚΑΙ ΘΑΛΑΣΣΗΣ». Εκδρομή εις Λιτόχωρον. [412,632,584,711]
seraphim-body [789,1486,1336,2251]
ballet-caption: Χορευτριαι του αφρικανικού μπαλλέτου φωτογραφούν μέσα εις το παράθυρον της αμαξοστοιχίας κατά την διέλευσίν των εκ του σταθμού Θεσσαλονίκης. [781,477,1344,501]
recital-text: Ή δημοφιλής βεντέτα κατά την παραμονήν της εις την πόλιν μας θα δώση δύο συναυλίας εις το θέατρον Βασιλικόν. Δελτία πωλούνται ήδη εις το ταμείον του θεάτρου. [597,388,769,466]
kemal-text: ΕΝΑ ΜΗΝΑ μετά την απειλήν των Αθηνών κατά της Κωνσταντινουπόλεως, ο Μουσταφά Κεμάλ έδωσε την εντολήν διά την τελικήν επίθεσιν. Η επίθεσις ήρχισε την αυγήν της 13ης Αυγούστου και ο ελληνικός στρατός ευρέθη προ απροόπτου καταστάσεως. [789,1985,963,2103]
excursion-text-3: ΤΗΣ ΕΝΩΣΕΩΣ ΚΩΝΣΤΑΝΤΙΝΟΥΠΟΛΙΤΩΝ. Ή Ένωσις οργανώνει εκδρομήν εις Κατερίνην και Λιτόχωρον τήν προσεχή Κυριακήν. Αναχώρησις εκ της πλατείας Αριστοτέλους. [412,238,584,317]
religious-talk-text: Τελούμεν σήμερον 10ην π.μ. εν τω Ιερώ Ναώ του Αγίου Γεωργίου Ντου. Εις μνήμην του πεφιλημένου συζύγου και πατρός ημών. Η σύζυγος, τα τέκνα, οι εγγονοί. [206,1262,398,1328]
weddings-text-2: Ό κ. Ιωάννης Βρεσάς, του Γεωργίου και η δις Αναστασία Αλεξίου θά τελέσουν τους γάμους των εις τον Ιερόν Ναόν Αγίου Δημητρίου τήν Κυριακήν. [8,759,192,824]
venizelos-headline: Ο κ. ΒΕΝΙΖΕΛΟΣ ΚΑΤΑΓΓΕΛΛΕΙ ΕΠΙ ΚΟΜΜΑΤΙΣΜΩ ΤΟΝ ΝΟΜΑΡΧΗΝ ΚΟΖΑΝΗΣ [1356,309,1560,354]
column-arts [597,8,769,2345]
katerini-text: ΚΑΤΕΡΙΝΗ, 15. — Η προεκλογική κίνησις εις την πόλιν μας έχει αρχίσει. Αι οργανώσεις των κομμάτων συνέρχονται καθημερινώς. [971,1019,1152,1085]
open-book-icon [597,1129,632,1154]
cigarette-headline: ΕΚΑΥΣΕ ΜΕ ΣΙΓΑΡΕΤΤΑ ΤΗΝ ΣΥΖΥΓΟΝ ΤΟΥ [1356,779,1560,810]
election-headline-1: ΕΙΣ ΤΟ ΣΤΑΔΙΟΝ ΤΩΝ ΠΡΩΤΩΝ ΣΥΝΕΝΝΟΗΣΕΩΝ [869,706,1255,758]
manuscript-page-icon [206,78,398,372]
thanks-text: Πάντας τους συμμετασχόντας εις το βαρύ μας πένθος διά τον θάνατον του αγαπημένου μας συζύγου και πατρός ευχαριστούμεν θερμώς. Οι οικείοι. [412,812,584,891]
section-wishes: Εύχετήρια [8,171,192,194]
section-congratulations: Συγχαρητήρια [8,364,192,387]
memorials-text-3: Τελούμεν σήμερον 10ην π.μ. εν τω Ι. Ναώ Αγίου Νικολάου το τεσσαρακονθήμερον μνημόσυνον του αγαπημένου μας συζύγου και πατρός ΝΙΚΟΛΑΟΥ Α. ΝΙΚΟΛΑ-ΙΔΗ. Οι οικείοι. ΠΟΛΥΧΡΟΝΙΟΣ ΑΣΤΡΕΙΝΙΔΟΥ. Οι συγγενείς. ΠΑΝΑΓΙΩΤΟΥ ΒΑΣΙΛΕΙΟΥ ΣΤΑΘΟΠΟΥΛΟΥ. ΜΑΡΙΑΣ ΜΑΡΚΑ. ΙΩΑΝΝΟΥ ΑΡΙΔΑ. [206,1645,398,1777]
seraphim-deck: Αἱ ἀπειλαί τῶν Ἀθηνῶν ἐξάπτουν τά πάθη.— Ὁ Κεμάλ ἐξαπολύει τήν τελικήν ἐπίθεσιν.— Ἡ τρομερά καταστροφή.— Ὁ διωγμός χιλιάδων Ἑλλήνων.— Ἡ νίκη τοῦ Κεμάλ ἀνατρέπει τά πάντα.— Ἡ συνεχίζεται σφοδρότατη ἐκδηλώσεις εἰς τήν Κωνσταντινούπολιν.— Ἀνεπτερώθη τό ἠθικόν τῶν Τούρκων.— Αἱ ὑπηρεσίαι τῶν ἀνδιοργανοῦνται. [789,1366,1336,1477]
excursion-text-6: ΤΟΥ ΟΜΙΛΟΥ ΦΥΣΙΟΛΑΤΡΩΝ. Ό όμιλος φυσιολατρών Θεσσαλονίκης οργανώνει ορειβατικήν εκδρομήν εις Χορτιάτην. Συγκέντρωσις εις την πλατείαν Συντριβανίου. [412,459,584,537]
athens-news-headline: ΕΙΔΗΣΕΙΣ ΕΞ ΑΘΗΝΩΝ [1356,1706,1560,1725]
lecture-text-3: Χθές τό εσπέρας εις τήν αίθουσαν τού Ι.Μ.Χ.Α. ό καθηγητής κ. Λίνος Πολίτης ωμίλησεν μέ θέμα «Τα χειρόγραφα τού Αγίου Όρους». Ό ομιλητής περιέγραψε την ιστορίαν των βιβλιοθηκών των μονών και εξήρε την σημασίαν των θησαυρών που φυλάσσονται εκεί, οι οποίοι αποτελούν ανεκτίμητα μνημεία του βυζαντινού πολιτισμού. [206,708,398,838]
coty-headline: ΑΙ ΝΕΑΙ ΕΠΙΔΙΩΞΕΙΣ ΤΟΥ Κ. ΚΟΤΥ ΤΗΣ ΓΑΛΛΙΑΣ [1356,888,1560,919]
athens-news-text-3: ΑΘΗΝΑΙ, 15. — Το υπουργείον Παιδείας ανακοινώνει ότι αι εξετάσεις των υποψηφίων διά τας ανωτάτας σχολάς θα διεξαχθούν από της 1ης Ιουλίου. Επίσης ανεκοινώθη η πρόσληψις 300 διδασκάλων. Την Τρίτην εις το Υπουργείον Συντονισμού συνήλθεν η επιτροπή διά την εξέτασιν των αιτημάτων των εργατών. [1356,1981,1560,2098]
kozani-text: ΚΟΖΑΝΗ, 15. — Η είδησις περί συνεργασίας των κομμάτων εσχολιάσθη ευμενώς. [971,1185,1152,1224]
venizelos-text: ΑΘΗΝΑΙ, 15. — Ο συνεργάτης του φιλελευθέρου συνδυασμού κ. Σοφοκλής Βενιζέλος διά του αρχηγού του κόμματος κατήγγειλε εις τον πρωθυπουργόν τον νομάρχην Κοζάνης επί κομματισμώ. Ο κ. Βενιζέλος εζήτησε την άμεσον αντικατάστασίν του. [1356,357,1560,462]
seraphim-subtitle: ( Η ΠΛΕΟΝ ΣΥΓΚΛΟΝΙΣΤΙΚΗ ΑΦΗΓΗΣΙΣ ΤΗΣ ΕΛΛΗΝΙΚΗΣ ΤΡΑΓΩΔΙΑΣ ) [789,1337,1336,1360]
election-headline-2: Ο ΠΡΟΕΚΛΟΓΙΚΟΣ ΑΓΩΝ ΕΙΣ ΒΟΡΕΙΟΝ ΕΛΛΑΔΑ [820,757,1304,809]
invitations-text: ΤΩΝ ΙΔΙΟΚΤΗΤΩΝ ΦΟΡΤΗΓΩΝ ΚΑΙ ΛΕΩΦΟΡΕΙΩΝ ΑΥΤΟΚΙΝΗΤΩΝ. Καλούνται τα μέλη εις γενικήν συνέλευσιν την Κυριακήν 10 π.μ. ΜΕΛΩΝ ΣΩΜΑΤΕΙΟΥ ΚΤΗΜΑΤΟΜΕΣΙΤΩΝ ΠΕΡΙΦΕΡΕΙΑΣ ΠΡΩΤΟΔΙΚΕΙΟΥ ΘΕΣΣΑΛΟΝΙΚΗΣ. Καλούνται εις έκτακτον συνέλευσιν. [597,1533,769,1663]
lecture-text-6: Ο κ. Πολίτης ανέφερεν ότι εις τάς βιβλιοθήκας του Αγίου Όρους υπάρχουν άνω των δώδεκα χιλιάδων χειρογράφων, πολλά εκ των οποίων είναι εικονογραφημένα με θαυμασίας μικρογραφίας. Ετόνισε δέ την ανάγκην συστηματικής καταγραφής και φωτογραφήσεως αυτών. [206,1112,398,1230]
grevena-text: ΓΡΕΒΕΝΑ, 15. — Πρόωρος είναι η ανακίνησις των υποψηφιοτήτων. Οι ψηφοφόροι αναμένουν τας αποφάσεις των αρχηγών. [971,1108,1152,1161]
ballet-body [781,508,1344,694]
election-text-2: Συνεχίζεται με εντατικόν ρυθμόν η προεκλογική κινητικότης εις την Βόρειον Ελλάδα. Οι αρχηγοί των κομμάτων ευρίσκονται εις το στάδιον των πρώτων συνεννοήσεων διά την κατάρτισιν των ψηφοδελτίων εις τους νομούς της Μακεδονίας και της Θράκης. [971,878,1152,996]
sad-page-text-3: Η καταστροφή υπήρξε πλήρης. Τα ελληνικά τμήματα υπεχώρουν προς την θάλασσαν και ο άμαχος πληθυσμός ακολουθούσε με τα ολίγα υπάρχοντά του. Την Τρίτην εις την Ραιδεστόν το εσπέρας ο κ. Κωνσταντινίδης, εις την συγκέντρωσιν του συλλόγου, «Κάτω ο Κωνσταντίνος». [973,1893,1148,2025]
column-rule [774,8,775,2345]
recital-text-2: Ή δημοφιλής βεντέτα κατά την παραμονήν της εις την πόλιν μας θα δώση δύο συναυλίας εις το θέατρον Βασιλικόν. Δελτία πωλούνται ήδη εις το ταμείον του θεάτρου. [597,474,769,553]
memorials-text-2: Τελούμεν σήμερον 10ην π.μ. εν τω Ι. Ναώ Αγίου Νικολάου το τεσσαρακονθήμερον μνημόσυνον του αγαπημένου μας συζύγου και πατρός ΝΙΚΟΛΑΟΥ Α. ΝΙΚΟΛΑ-ΙΔΗ. Οι οικείοι. ΠΟΛΥΧΡΟΝΙΟΣ ΑΣΤΡΕΙΝΙΔΟΥ. Οι συγγενείς. ΠΑΝΑΓΙΩΤΟΥ ΒΑΣΙΛΕΙΟΥ ΣΤΑΘΟΠΟΥΛΟΥ. ΜΑΡΙΑΣ ΜΑΡΚΑ. ΙΩΑΝΝΟΥ ΑΡΙΔΑ. [206,1506,398,1638]
lecture-kicker: ΑΙ ΔΙΑΛΕΞΕΙΣ ΤΟΥ Ι.Μ.Χ.Α. [206,14,398,29]
ballet-text-4: Διήλθον χθές την νύκτα εκ του σταθμού της πόλεως μας κατευθυνόμενα εις Αθήνας τα μέλη του περιφήμου αφρικανικού μπαλλέτου, το οποίον θα δώση σειράν παραστάσεων εις το Δημοτικόν θέατρον της πρωτευούσης. Εις τον σταθμόν ανέμεναν πολλοί φίλοι του χορού. [1067,607,1344,685]
ote-headline: ΝΕΟΙ ΜΗΧΑΝΗΜΑ ΑΝΑΠΤΥΞΕΩΣ ΔΙΚΤΥΟΥ Ο.Τ.Ε. [1356,1288,1560,1319]
athens-news-text-2: ΑΘΗΝΑΙ, 15. — Το υπουργείον Παιδείας ανακοινώνει ότι αι εξετάσεις των υποψηφίων διά τας ανωτάτας σχολάς θα διεξαχθούν από της 1ης Ιουλίου. Επίσης ανεκοινώθη η πρόσληψις 300 διδασκάλων. Την Τρίτην εις το Υπουργείον Συντονισμού συνήλθεν η επιτροπή διά την εξέτασιν των αιτημάτων των εργατών. [1356,1855,1560,1973]
seraphim-text-2: Αι πληροφορίαι αι οποίαι έφθανον εις την Κωνσταντινούπολιν ήσαν αντιφατικαί. Οι Έλληνες της πόλεως ανέμενον με αγωνίαν τας εξελίξεις, ενώ οι Τούρκοι εξεδήλωνον ανοικτά την χαράν των διά τας επιτυχίας των κεμαλικών στρατευμάτων. [789,1650,963,1768]
concert-text: Την Τετάρτην 7.30 μ.μ. δίδεται εις την αίθουσαν του Β.Κ.Φ. συναυλία από δίσκους κλασσικής μουσικής. Θα ακουσθούν έργα Μπετόβεν και Μότσαρτ. Είσοδος ελευθέρα. [597,834,769,912]
publications-header [597,1127,769,1155]
recital-caption: Τό συγκρότημα διά σήμερον ρεσιτάλ τής διασήμου Γαλλίδος τραγουδίστριας Αυρίλ αναβάλλεται διά τήν προσεχή Τετάρτην λόγω αδιαθεσίας της καλλιτέχνιδος. [597,309,769,381]
lecture-title: Τά χειρόγραφα τοῦ Ἁγίου Ὄρους [209,33,395,73]
publications-text-3: «ΘΑΝΑΣΙΚΗ». Έκδοσις Μ. Τριανταφύλλου, Θεσσαλονίκη. «ΣΟΦΙΣΤΙΑ» τεύχος Μαρτίου. «ΝΕΑ ΕΣΤΙΑ» τεύχος 720. Βιβλιοπωλείον της Εστίας, Αθήναι. «ΚΑΙΝΟΥΡΓΙΑ ΕΠΟΧΗ». Περιοδικόν λόγου και τέχνης. [597,1387,769,1492]
invitations-text-2: ΤΩΝ ΙΔΙΟΚΤΗΤΩΝ ΦΟΡΤΗΓΩΝ ΚΑΙ ΛΕΩΦΟΡΕΙΩΝ ΑΥΤΟΚΙΝΗΤΩΝ. Καλούνται τα μέλη εις γενικήν συνέλευσιν την Κυριακήν 10 π.μ. ΜΕΛΩΝ ΣΩΜΑΤΕΙΟΥ ΚΤΗΜΑΤΟΜΕΣΙΤΩΝ ΠΕΡΙΦΕΡΕΙΑΣ ΠΡΩΤΟΔΙΚΕΙΟΥ ΘΕΣΣΑΛΟΝΙΚΗΣ. Καλούνται εις έκτακτον συνέλευσιν. [597,1672,769,1802]
weddings-text: Ό κ. Ιωάννης Βρεσάς, του Γεωργίου και η δις Αναστασία Αλεξίου θά τελέσουν τους γάμους των εις τον Ιερόν Ναόν Αγίου Δημητρίου τήν Κυριακήν. [8,685,192,751]
lecture-text-4: Ο κ. Πολίτης ανέφερεν ότι εις τάς βιβλιοθήκας του Αγίου Όρους υπάρχουν άνω των δώδεκα χιλιάδων χειρογράφων, πολλά εκ των οποίων είναι εικονογραφημένα με θαυμασίας μικρογραφίας. Ετόνισε δέ την ανάγκην συστηματικής καταγραφής και φωτογραφήσεως αυτών. [206,847,398,964]
congratulations-text: Εκφράζομεν πρός τον κ. Μιχαήλ Γρηγορίου τά θερμά συγχαρητήρια διά τήν επιτυχίαν του εις τάς εξετάσεις. [8,393,192,445]
relations-text-2: ΝΕΟΣ ευπαρουσίαστος, μετρίου αναστήματος, ζητεί νεάνιδα μέχρι 28 ετών μέ προίκα διά γάμον. Πληροφορίαι εις τα γραφεία μας. ΔΕΣΠΟΙΝΙΣ, ετών 26, μετρίου αναστήματος, μεγάλης μορφώσεως, ζητεί γνωριμίαν σοβαρού κυρίου μέχρι 40 ετών. [412,1416,584,1534]
invitations-text-3: ΤΩΝ ΙΔΙΟΚΤΗΤΩΝ ΦΟΡΤΗΓΩΝ ΚΑΙ ΛΕΩΦΟΡΕΙΩΝ ΑΥΤΟΚΙΝΗΤΩΝ. Καλούνται τα μέλη εις γενικήν συνέλευσιν την Κυριακήν 10 π.μ. ΜΕΛΩΝ ΣΩΜΑΤΕΙΟΥ ΚΤΗΜΑΤΟΜΕΣΙΤΩΝ ΠΕΡΙΦΕΡΕΙΑΣ ΠΡΩΤΟΔΙΚΕΙΟΥ ΘΕΣΣΑΛΟΝΙΚΗΣ. Καλούνται εις έκτακτον συνέλευσιν. [597,1811,769,1941]
erotic-play-text-2: Αύριον εις τό θέατρον Βασιλικόν θα παρουσιασθή η κωμωδία «Το ερωτικό χνινιρ» υπό του θιάσου Ντίνου Ηλιοπούλου. Η παράστασις θα αρχίση εις τάς 9.30 μ.μ. [597,712,769,791]
firing-heading: Ἐκτέλεσις βολῆς [615,1007,751,1024]
seraphim-text-8: Η καταστροφή υπήρξε πλήρης. Τα ελληνικά τμήματα υπεχώρουν προς την θάλασσαν και ο άμαχος πληθυσμός ακολουθούσε με τα ολίγα υπάρχοντά του. Την Τρίτην εις την Ραιδεστόν το εσπέρας ο κ. Κωνσταντινίδης, εις την συγκέντρωσιν του συλλόγου, «Κάτω ο Κωνσταντίνος». [1157,1889,1332,2021]
